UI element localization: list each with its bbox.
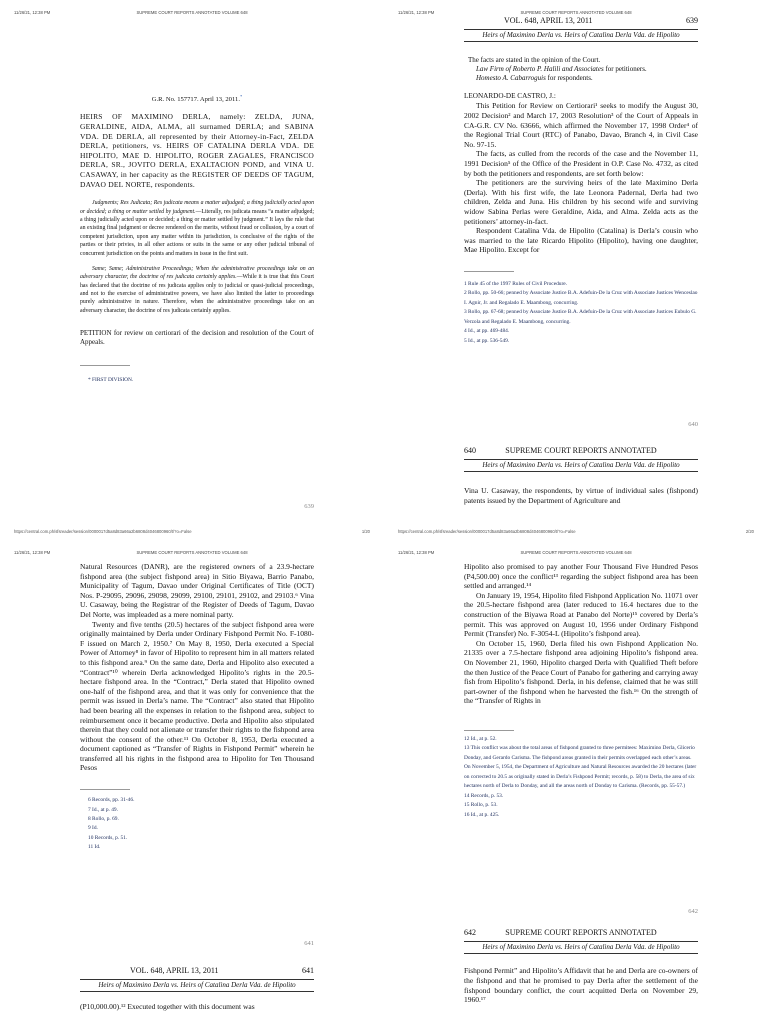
running-volume: VOL. 648, APRIL 13, 2011 [504, 16, 593, 25]
page-number: 641 [304, 940, 314, 947]
print-page-2 [384, 0, 768, 540]
print-page-count: 1/20 [361, 529, 370, 534]
running-rule [464, 471, 698, 472]
footnote-rule [80, 365, 130, 366]
print-header-title: SUPREME COURT REPORTS ANNOTATED VOLUME 648 [520, 10, 632, 15]
print-header-title: SUPREME COURT REPORTS ANNOTATED VOLUME 648 [520, 550, 632, 555]
footnote: 13 This conflict was about the total areas of fishpond granted to three permitees: Maximino Derla, Glicerio Donday, and Gerardo Carisma. The fishpond areas granted in their permits overlapped each other’s areas. On November 5, 1954, the Department of Agriculture and Natural Resources awarded the 20 hectares (later on corrected to 20.5 as originally stated in Derla’s Fishpond Permit; records, p. 58) to Derla, the area of six hectares north of Derla to Donday, and all the areas north of Donday to Carisma. (Records, pp. 55-57.) [464, 745, 697, 790]
print-page-4 [384, 540, 768, 1024]
footnotes [464, 280, 698, 346]
footnote: 12 Id., at p. 52. [464, 735, 497, 742]
footnote-rule [464, 271, 514, 272]
footnote: 7 Id., at p. 49. [88, 806, 118, 813]
footnote: 9 Id. [88, 825, 98, 832]
running-page: 641 [302, 966, 314, 975]
paragraph: Natural Resources (DANR), are the registered owners of a 23.9-hectare fishpond area (the subject fishpond area) in Sitio Biyawa, Barrio Panabo, Municipality of Tagum, Davao under Original Certificates of Title (OCT) Nos. P-29095, 29096, 29098, 29099, 29100, 29101, 29102, and 29103.⁶ Vina U. Casaway, being the Registrar of the Register of Deeds of Tagum, Davao Del Norte, was impleaded as a mere nominal party. [80, 562, 314, 619]
footnote: 15 Rollo, p. 53. [464, 802, 498, 809]
footnote: 2 Rollo, pp. 50-66; penned by Associate Justice B.A. Adefuin-De la Cruz with Associate Justices Wenceslao I. Agnir, Jr. and Regalado E. Maambong, concurring. [464, 290, 698, 306]
running-rule [464, 41, 698, 42]
case-caption [80, 93, 314, 386]
running-page: 640 [464, 446, 476, 455]
print-page-3 [0, 540, 384, 1024]
running-case-title: Heirs of Maximino Derla vs. Heirs of Catalina Derla Vda. de Hipolito [482, 461, 680, 469]
page-content [464, 16, 698, 346]
counsel-petitioners: Law Firm of Roberto P. Halili and Associates for petitioners. [476, 65, 647, 74]
petition-statement: PETITION for review on certiorari of the decision and resolution of the Court of Appeals. [80, 329, 314, 347]
print-date: 11/26/21, 12:38 PM [398, 550, 435, 555]
running-header [464, 16, 698, 27]
print-date: 11/26/21, 12:38 PM [398, 10, 435, 15]
page-number: 640 [688, 421, 698, 428]
footnote: 1 Rule 45 of the 1997 Rules of Civil Procedure. [464, 280, 568, 287]
page-number: 639 [304, 503, 314, 510]
running-volume: VOL. 648, APRIL 13, 2011 [130, 966, 219, 975]
running-rule [464, 29, 698, 30]
footnote: 14 Records, p. 53. [464, 792, 504, 799]
paragraph: Vina U. Casaway, the respondents, by virtue of individual sales (fishpond) patents issued by the Department of Agriculture and [464, 486, 698, 505]
next-page-top [464, 446, 698, 506]
paragraph: Fishpond Permit” and Hipolito’s Affidavit that he and Derla are co-owners of the fishpond and that he promised to pay Derla after the settlement of the fishpond boundary conflict, the court acquitted Derla on November 29, 1960.¹⁷ [464, 966, 698, 1005]
print-url[interactable]: https://central.com.ph/sfsreader/session/0000017d5a8d83a66a2b6808d4046800960/t/?o=False [14, 529, 192, 534]
paragraph: On January 19, 1954, Hipolito filed Fishpond Application No. 11071 over the 20.5-hectare fishpond area (later reduced to 16.4 hectares due to the construction of the Biyawa Road at Panabo del Norte)¹⁵ covered by Derla’s permit. This was approved on August 10, 1956 under Ordinary Fishpond Permit (Transfer) No. F-3054-L (Hipolito’s fishpond area). [464, 590, 698, 639]
running-rule [80, 979, 314, 980]
running-header [464, 446, 698, 457]
page-content [464, 562, 698, 820]
next-page-top [80, 966, 314, 1012]
running-header [464, 928, 698, 939]
paragraph: The facts, as culled from the records of the case and the November 11, 1991 Decision⁵ of the Office of the President in O.P. Case No. 4732, as cited by both the petitioners and respondents, are set forth below: [464, 149, 698, 178]
paragraph: The petitioners are the surviving heirs of the late Maximino Derla (Derla). With his first wife, the late Leonora Padernal, Derla had two children, Zelda and Juna. His children by his second wife and surviving widow Sabina Perlas were Geraldine, Aida, and Alma. Zelda acts as the petitioners’ attorney-in-fact. [464, 178, 698, 226]
paragraph: On October 15, 1960, Derla filed his own Fishpond Application No. 21335 over a 7.5-hectare fishpond area adjoining Hipolito’s fishpond area. On November 21, 1960, Hipolito charged Derla with Qualified Theft before the then Justice of the Peace Court of Panabo for gathering and carrying away fish from Hipolito’s fishpond. Derla, in his defense, claimed that he was still part-owner of the fishpond when he harvested the fish.¹⁶ On the strength of the “Transfer of Rights in [464, 638, 698, 706]
running-page: 642 [464, 928, 476, 937]
page-number: 642 [688, 908, 698, 915]
paragraph: Respondent Catalina Vda. de Hipolito (Catalina) is Derla’s cousin who was married to the late Ricardo Hipolito (Hipolito), having one daughter, Mae Hipolito. Except for [464, 226, 698, 255]
footnotes [464, 735, 698, 820]
ponente: LEONARDO-DE CASTRO, J.: [464, 92, 556, 101]
print-header-title: SUPREME COURT REPORTS ANNOTATED VOLUME 648 [136, 10, 248, 15]
print-footer [398, 529, 754, 536]
print-header-title: SUPREME COURT REPORTS ANNOTATED VOLUME 648 [136, 550, 248, 555]
print-header [14, 10, 370, 18]
footnote: 10 Records, p. 51. [88, 834, 128, 841]
print-footer [14, 529, 370, 536]
footnote-rule [80, 789, 130, 790]
paragraph: This Petition for Review on Certiorari¹ seeks to modify the August 30, 2002 Decision² and March 17, 2003 Resolution³ of the Court of Appeals in CA-G.R. CV No. 63666, which affirmed the November 17, 1998 Order⁴ of the Regional Trial Court (RTC) of Panabo, Davao, Branch 4, in Civil Case No. 97-15. [464, 101, 698, 149]
footnote-division: * FIRST DIVISION. [88, 377, 134, 384]
running-case-title: Heirs of Maximino Derla vs. Heirs of Catalina Derla Vda. de Hipolito [482, 31, 680, 39]
running-reporter: SUPREME COURT REPORTS ANNOTATED [505, 928, 657, 937]
print-header [14, 550, 370, 558]
print-date: 11/26/21, 12:38 PM [14, 10, 51, 15]
facts-intro: The facts are stated in the opinion of the Court. [468, 56, 601, 65]
footnote: 16 Id., at p. 425. [464, 811, 500, 818]
running-rule [464, 459, 698, 460]
gr-number: G.R. No. 157717. April 13, 2011.* [151, 93, 243, 103]
paragraph: Hipolito also promised to pay another Four Thousand Five Hundred Pesos (P4,500.00) once the conflict¹³ regarding the subject fishpond area has been settled and arranged.¹⁴ [464, 562, 698, 591]
print-date: 11/26/21, 12:38 PM [14, 550, 51, 555]
syllabus-1: Judgments; Res Judicata; Res judicata means a matter adjudged; a thing judicially acted upon or decided; a thing or matter settled by judgment.—Literally, res judicata means “a matter adjudged; a thing judicially acted upon or decided; a thing or matter settled by judgment.” It lays the rule that an existing final judgment or decree rendered on the merits, without fraud or collusion, by a court of competent jurisdiction, upon any matter within its jurisdiction, is conclusive of the rights of the parties or their privies, in all other actions or suits in the same or any other judicial tribunal of concurrent jurisdiction on the points and matters in issue in the first suit. [80, 200, 314, 257]
print-page-count: 2/20 [745, 529, 754, 534]
case-parties: HEIRS OF MAXIMINO DERLA, namely: ZELDA, JUNA, GERALDINE, AIDA, ALMA, all surnamed DERLA; and SABINA VDA. DE DERLA, all represented by their Attorney-in-Fact, ZELDA DERLA, petitioners, vs. HEIRS OF CATALINA DERLA VDA. DE HIPOLITO, MAE D. HIPOLITO, ROGER ZAGALES, FRANCISCO DERLA, SR., JOVITO DERLA, EXALTACION POND, and VINA U. CASAWAY, in her capacity as the REGISTER OF DEEDS OF TAGUM, DAVAO DEL NORTE, respondents. [80, 112, 314, 189]
running-case-title: Heirs of Maximino Derla vs. Heirs of Catalina Derla Vda. de Hipolito [482, 943, 680, 951]
running-rule [464, 941, 698, 942]
print-page-1 [0, 0, 384, 540]
syllabus-2: Same; Same; Administrative Proceedings; When the administrative proceedings take on an adversary character, the doctrine of res judicata certainly applies.—While it is true that this Court has declared that the doctrine of res judicata applies only to judicial or quasi-judicial proceedings, and not to the exercise of administrative powers, we have also limited the latter to proceedings purely administrative in nature. Therefore, when the administrative proceedings take on an adversary character, the doctrine of res judicata certainly applies. [80, 265, 314, 314]
page-content [80, 562, 314, 853]
footnote: 5 Id., at pp. 536-549. [464, 337, 510, 344]
counsel-respondents: Homesto A. Cabarroguis for respondents. [476, 74, 593, 83]
running-header [80, 966, 314, 977]
paragraph: Twenty and five tenths (20.5) hectares of the subject fishpond area were originally maintained by Derla under Ordinary Fishpond Permit No. F-1080-F issued on March 2, 1950.⁷ On May 8, 1950, Derla executed a Special Power of Attorney⁸ in favor of Hipolito to represent him in all matters related to this fishpond area.⁹ On the same date, Derla and Hipolito also executed a “Contract”¹⁰ wherein Derla acknowledged Hipolito’s rights in the 20.5-hectare fishpond area. In the “Contract,” Derla stated that Hipolito owned one-half of the fishpond area, and that it was only for convenience that the permit was issued in Derla’s name. The “Contract” also stated that Hipolito had been bearing all the expenses in relation to the fishpond area, subject to reimbursement once it became productive. Derla and Hipolito also stipulated therein that they could not alienate or transfer their rights to the fishpond area without the consent of the other.¹¹ On October 8, 1953, Derla executed a document captioned as “Transfer of Rights in Fishpond Permit” wherein he transferred all his rights in the fishpond area to Hipolito for Ten Thousand Pesos [80, 619, 314, 773]
running-case-title: Heirs of Maximino Derla vs. Heirs of Catalina Derla Vda. de Hipolito [98, 981, 296, 989]
running-reporter: SUPREME COURT REPORTS ANNOTATED [505, 446, 657, 455]
paragraph: (P10,000.00).¹² Executed together with this document was [80, 1002, 255, 1012]
running-rule [80, 991, 314, 992]
running-page: 639 [686, 16, 698, 25]
footnote: 8 Rollo, p. 69. [88, 815, 119, 822]
next-page-top [464, 928, 698, 1005]
footnote: 4 Id., at pp. 469-484. [464, 328, 510, 335]
print-url[interactable]: https://central.com.ph/sfsreader/session/0000017d5a8d83a66a2b6808d4046800960/t/?o=False [398, 529, 576, 534]
footnote: 3 Rollo, pp. 67-68; penned by Associate Justice B.A. Adefuin-De la Cruz with Associate Justices Eubulo G. Verzola and Regalado E. Maambong, concurring. [464, 309, 697, 325]
footnotes [88, 796, 314, 853]
running-rule [464, 953, 698, 954]
footnote: 11 Id. [88, 844, 101, 851]
footnote: 6 Records, pp. 31-46. [88, 797, 135, 804]
footnote-rule [464, 730, 514, 731]
print-header [398, 550, 754, 558]
